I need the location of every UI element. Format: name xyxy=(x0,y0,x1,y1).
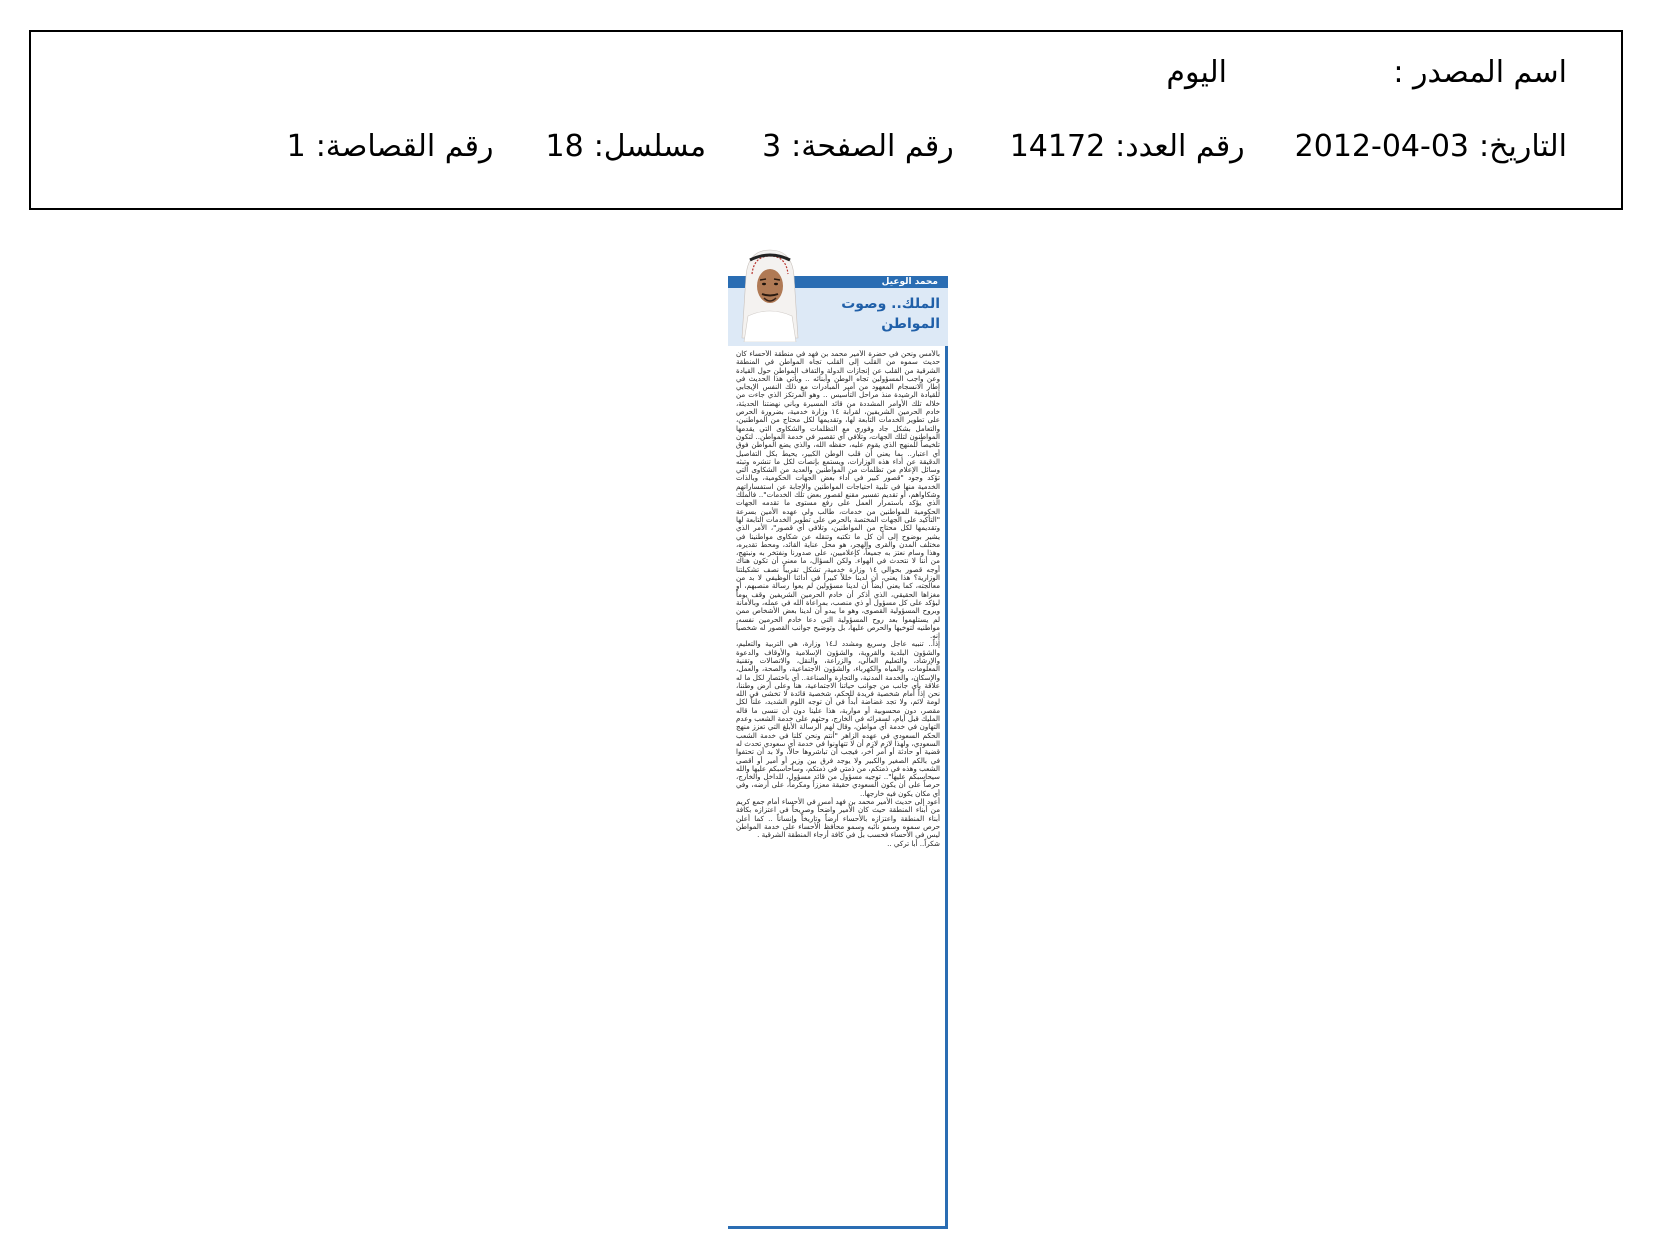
serial-value: 18 xyxy=(545,129,584,164)
source-info-box xyxy=(29,30,1623,210)
article-title-line-2: المواطن xyxy=(881,316,940,332)
date-field xyxy=(1295,130,1567,164)
source-label: اسم المصدر : xyxy=(1393,55,1567,90)
clip-value: 1 xyxy=(286,129,306,164)
article-body xyxy=(736,350,940,1220)
page-value: 3 xyxy=(762,129,782,164)
metadata-row xyxy=(287,130,1567,164)
source-value: اليوم xyxy=(1166,55,1227,90)
page-label: رقم الصفحة: xyxy=(791,129,954,164)
clip-field xyxy=(287,130,494,164)
newspaper-clipping xyxy=(728,246,948,1229)
issue-field xyxy=(1010,130,1245,164)
article-paragraph-3: أعود إلى حديث الأمير محمد بن فهد أمس في الأحساء أمام جمع كريم من أبناء المنطقة حيث كان الأمير واضحاً وصريحاً في اعتزازه بكافة أبناء المنطقة واعتزازه بالأحساء أرضاً وتاريخاً وإنساناً .. كما أعلن حرص سموه وسمو نائبه وسمو محافظ الأحساء على خدمة المواطن ليس في الأحساء فحسب بل في كافة أرجاء المنطقة الشرقية . xyxy=(736,797,940,840)
article-paragraph-4: شكراً.. أبا تركي .. xyxy=(887,838,940,848)
issue-label: رقم العدد: xyxy=(1115,129,1245,164)
issue-value: 14172 xyxy=(1009,129,1106,164)
article-paragraph-1: بالأمس ونحن في حضرة الأمير محمد بن فهد في منطقة الأحساء كان حديث سموه من القلب إلى القلب تجاه المواطن في المنطقة الشرقية من القلب عن إنجازات الدولة والتفاف المواطن حول القيادة وعن واجب المسؤولين تجاه الوطن وأبنائه .. ويأتي هذا الحديث في إطار الانسجام المعهود من أمير المبادرات مع ذلك النفس الإيجابي للقيادة الرشيدة منذ مراحل التأسيس .. وهو المرتكز الذي جاءت من خلاله تلك الأوامر المشددة من قائد المسيرة وباني نهضتنا الحديثة، خادم الحرمين الشريفين، لقرابة ١٤ وزارة خدمية، بضرورة الحرص على تطوير الخدمات التابعة لها، وتقديمها لكل محتاج من المواطنين، والتعامل بشكل جاد وفوري مع التظلمات والشكاوى التي يقدمها المواطنون لتلك الجهات، وتلافي أي تقصير في خدمة المواطن.. لتكون تلخيصاً للمنهج الذي يقوم عليه، حفظه الله، والذي يضع المواطن فوق أي اعتبار.. بما يعني أن قلب الوطن الكبير، يحيط بكل التفاصيل الدقيقة عن أداء هذه الوزارات، ويستمع بإنصات لكل ما تنشره وتبثه وسائل الإعلام من تظلمات من المواطنين والعديد من الشكاوى التي تؤكد وجود "قصور كبير في أداء بعض الجهات الحكومية، وبالذات الخدمية منها في تلبية احتياجات المواطنين والإجابة عن استفساراتهم وشكاواهم، أو تقديم تفسير مقنع لقصور بعض تلك الخدمات".. فالملك الذي يؤكد باستمرار العمل على رفع مستوى ما تقدمه الجهات الحكومية للمواطنين من خدمات، طالب ولي عهده الأمين بسرعة "التأكيد على الجهات المختصة بالحرص على تطوير الخدمات التابعة لها وتقديمها لكل محتاج من المواطنين، وتلافي أي قصور"، الأمر الذي يشير بوضوح إلى أن كل ما تكتبه وتنقله عن شكاوى مواطنينا في مختلف المدن والقرى والهجر، هو محل عناية القائد، ومحط تقديره، وهذا وسام نعتز به جميعاً، كإعلاميين، على صدورنا ونفتخر به ونبتهج، من أننا لا نتحدث في الهواء. ولكن السؤال، ما معنى أن تكون هناك أوجه قصور بحوالي ١٤ وزارة خدمية، تشكل تقريباً نصف تشكيلتنا الوزارية؟ هذا يعني، أن لدينا خللاً كبيراً في أدائنا الوظيفي لا بد من معالجته، كما يعني أيضاً أن لدينا مسؤولين لم يعوا رسالة منصبهم، أو مغزاها الحقيقي، الذي أذكر أن خادم الحرمين الشريفين وقف يوماً ليؤكد على كل مسؤول أو ذي منصب، بمراعاة الله في عمله، وبالأمانة وبروح المسؤولية القصوى، وهو ما يبدو أن لدينا بعض الأشخاص ممن لم يستلهموا بعد روح المسؤولية التي دعا خادم الحرمين نفسه، مواطنيه لتوخيها والحرص عليها، بل وتوضيح جوانب القصور له شخصياً إنه. xyxy=(736,350,940,641)
date-value: 2012-04-03 xyxy=(1294,129,1470,164)
serial-field xyxy=(546,130,707,164)
clip-label: رقم القصاصة: xyxy=(315,129,494,164)
author-photo xyxy=(738,246,802,342)
page-field xyxy=(762,130,954,164)
article-paragraph-2: إذاً.. تنبيه عاجل وسريع ومشدد لـ١٤ وزارة، هي التربية والتعليم، والشؤون البلدية والقروية، والشؤون الإسلامية والأوقاف والدعوة والإرشاد، والتعليم العالي، والزراعة، والنقل، والاتصالات وتقنية المعلومات، والمياه والكهرباء، والشؤون الاجتماعية، والصحة، والعمل، والإسكان، والخدمة المدنية، والتجارة والصناعة.. أي باختصار لكل ما له علاقة بأي جانب من جوانب حياتنا الاجتماعية، هنا وعلى أرض وطننا، نحن إذاً أمام شخصية فريدة للحكم، شخصية قائدة لا تخشى في الله لومة لائم، ولا تجد غضاضة أبداً في أن توجه اللوم الشديد، علناً لكل مقصر، دون محسوبية أو مواربة، هذا علينا دون أن ننسى ما قاله المليك قبل أيام، لسفرائه في الخارج، وحثهم على خدمة الشعب وعدم التهاون في خدمة أي مواطن، وقال لهم الرسالة الأبلغ التي تعزز منهج الحكم السعودي في عهده الزاهر "أنتم ونحن كلنا في خدمة الشعب السعودي، ولهذا لازم لازم أن لا تتهاونوا في خدمة أي سعودي تحدث له قضية أو حادثة أو أمر آخر، فيجب أن تباشروها حالاً، ولا بد أن تحتفوا في بالكم الصغير والكبير ولا يوجد فرق بين وزير أو أمير أو أقصى الشعب وهذه في ذمتكم، من ذمتي في ذمتكم، وسأحاسبكم عليها والله سيحاسبكم عليها".. توجيه مسؤول من قائد مسؤول، للداخل والخارج، حرصاً على أن يكون السعودي حقيقة معززاً ومكرماً، على أرضه، وفي أي مكان يكون فيه خارجها.. xyxy=(736,639,940,798)
author-name: محمد الوعيل xyxy=(881,277,938,287)
serial-label: مسلسل: xyxy=(593,129,707,164)
date-label: التاريخ: xyxy=(1479,129,1567,164)
article-title-line-1: الملك.. وصوت xyxy=(841,296,940,312)
